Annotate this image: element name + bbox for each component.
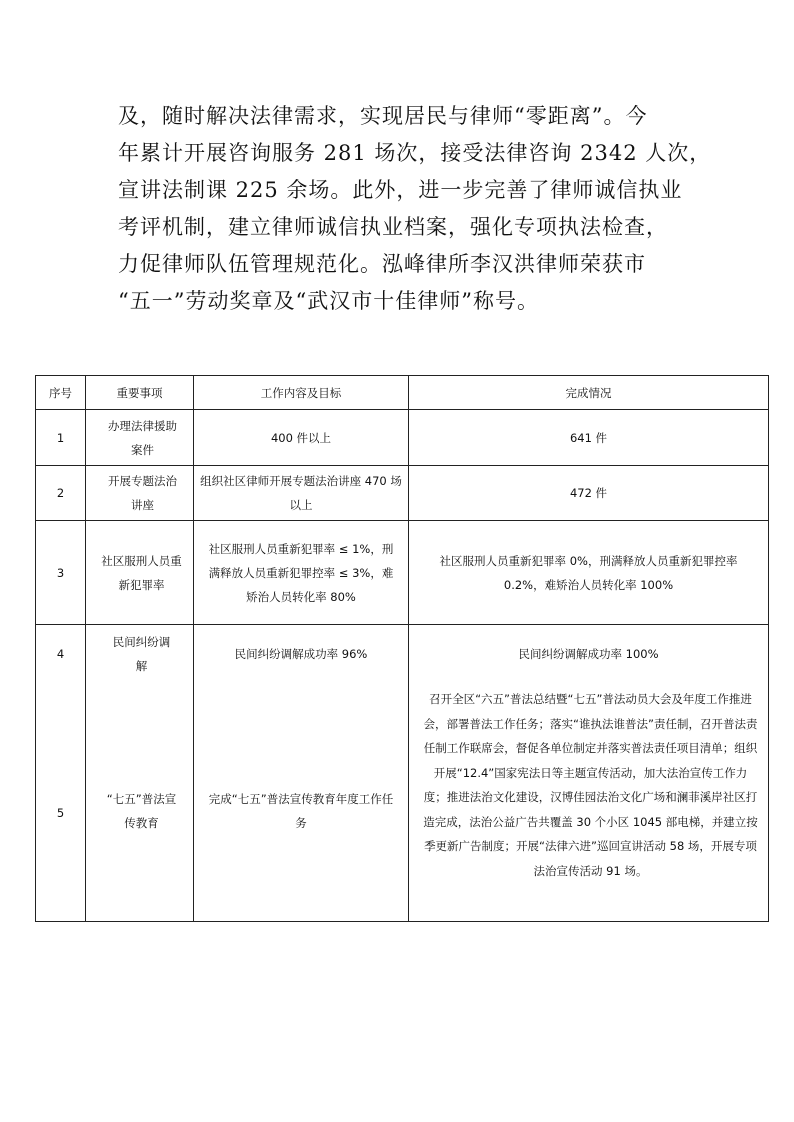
table-header-row <box>36 376 769 410</box>
work-summary-table <box>35 375 769 922</box>
row-no: 3 <box>36 521 86 625</box>
row-target-4-5 <box>194 625 409 922</box>
header-target: 工作内容及目标 <box>194 376 409 410</box>
row-no: 2 <box>36 466 86 521</box>
row-result: 召开全区“六五”普法总结暨“七五”普法动员大会及年度工作推进会，部署普法工作任务；落实“谁执法谁普法”责任制，召开普法责任制工作联席会，督促各单位制定并落实普法责任项目清单；组织开展“12.4”国家宪法日等主题宣传活动，加大法治宣传工作力度；推进法治文化建设，汉博佳园法治文化广场和澜菲溪岸社区打造完成，法治公益广告共覆盖 30 个小区 1045 部电梯，并建立按季更新广告制度；开展“法律六进”巡回宣讲活动 58 场，开展专项法治宣传活动 91 场。 <box>423 692 758 878</box>
paragraph-line: 宣讲法制课 225 余场。此外，进一步完善了律师诚信执业 <box>118 178 683 202</box>
row-no-4-5 <box>36 625 86 922</box>
row-item: 开展专题法治讲座 <box>86 466 194 521</box>
row-item: 办理法律援助案件 <box>86 410 194 466</box>
row-result: 472 件 <box>409 466 769 521</box>
row-target: 民间纠纷调解成功率 96% <box>234 647 368 661</box>
paragraph-line: 年累计开展咨询服务 281 场次，接受法律咨询 2342 人次， <box>118 141 712 165</box>
paragraph-line: “五一”劳动奖章及“武汉市十佳律师”称号。 <box>118 289 539 313</box>
paragraph-line: 力促律师队伍管理规范化。泓峰律所李汉洪律师荣获市 <box>118 252 646 276</box>
row-no: 4 <box>56 647 65 661</box>
body-paragraph <box>118 98 712 320</box>
row-target: 400 件以上 <box>194 410 409 466</box>
table-row <box>36 521 769 625</box>
table-row <box>36 625 769 922</box>
header-item: 重要事项 <box>86 376 194 410</box>
row-result: 社区服刑人员重新犯罪率 0%，刑满释放人员重新犯罪控率 0.2%，难矫治人员转化率 100% <box>409 521 769 625</box>
header-no: 序号 <box>36 376 86 410</box>
row-item: “七五”普法宣传教育 <box>106 792 177 830</box>
row-result: 民间纠纷调解成功率 100% <box>518 647 659 661</box>
row-target: 组织社区律师开展专题法治讲座 470 场以上 <box>194 466 409 521</box>
row-no: 1 <box>36 410 86 466</box>
paragraph-line: 及，随时解决法律需求，实现居民与律师“零距离”。今 <box>118 104 648 128</box>
row-result-4-5 <box>409 625 769 922</box>
row-result: 641 件 <box>409 410 769 466</box>
row-item-4-5 <box>86 625 194 922</box>
row-target: 社区服刑人员重新犯罪率 ≤ 1%，刑满释放人员重新犯罪控率 ≤ 3%，难矫治人员转化率 80% <box>194 521 409 625</box>
row-item: 社区服刑人员重新犯罪率 <box>86 521 194 625</box>
paragraph-line: 考评机制，建立律师诚信执业档案，强化专项执法检查， <box>118 215 668 239</box>
header-result: 完成情况 <box>409 376 769 410</box>
row-target: 完成“七五”普法宣传教育年度工作任务 <box>208 792 394 830</box>
table-row <box>36 410 769 466</box>
table-row <box>36 466 769 521</box>
row-no: 5 <box>56 806 65 820</box>
row-item: 民间纠纷调解 <box>112 635 171 673</box>
